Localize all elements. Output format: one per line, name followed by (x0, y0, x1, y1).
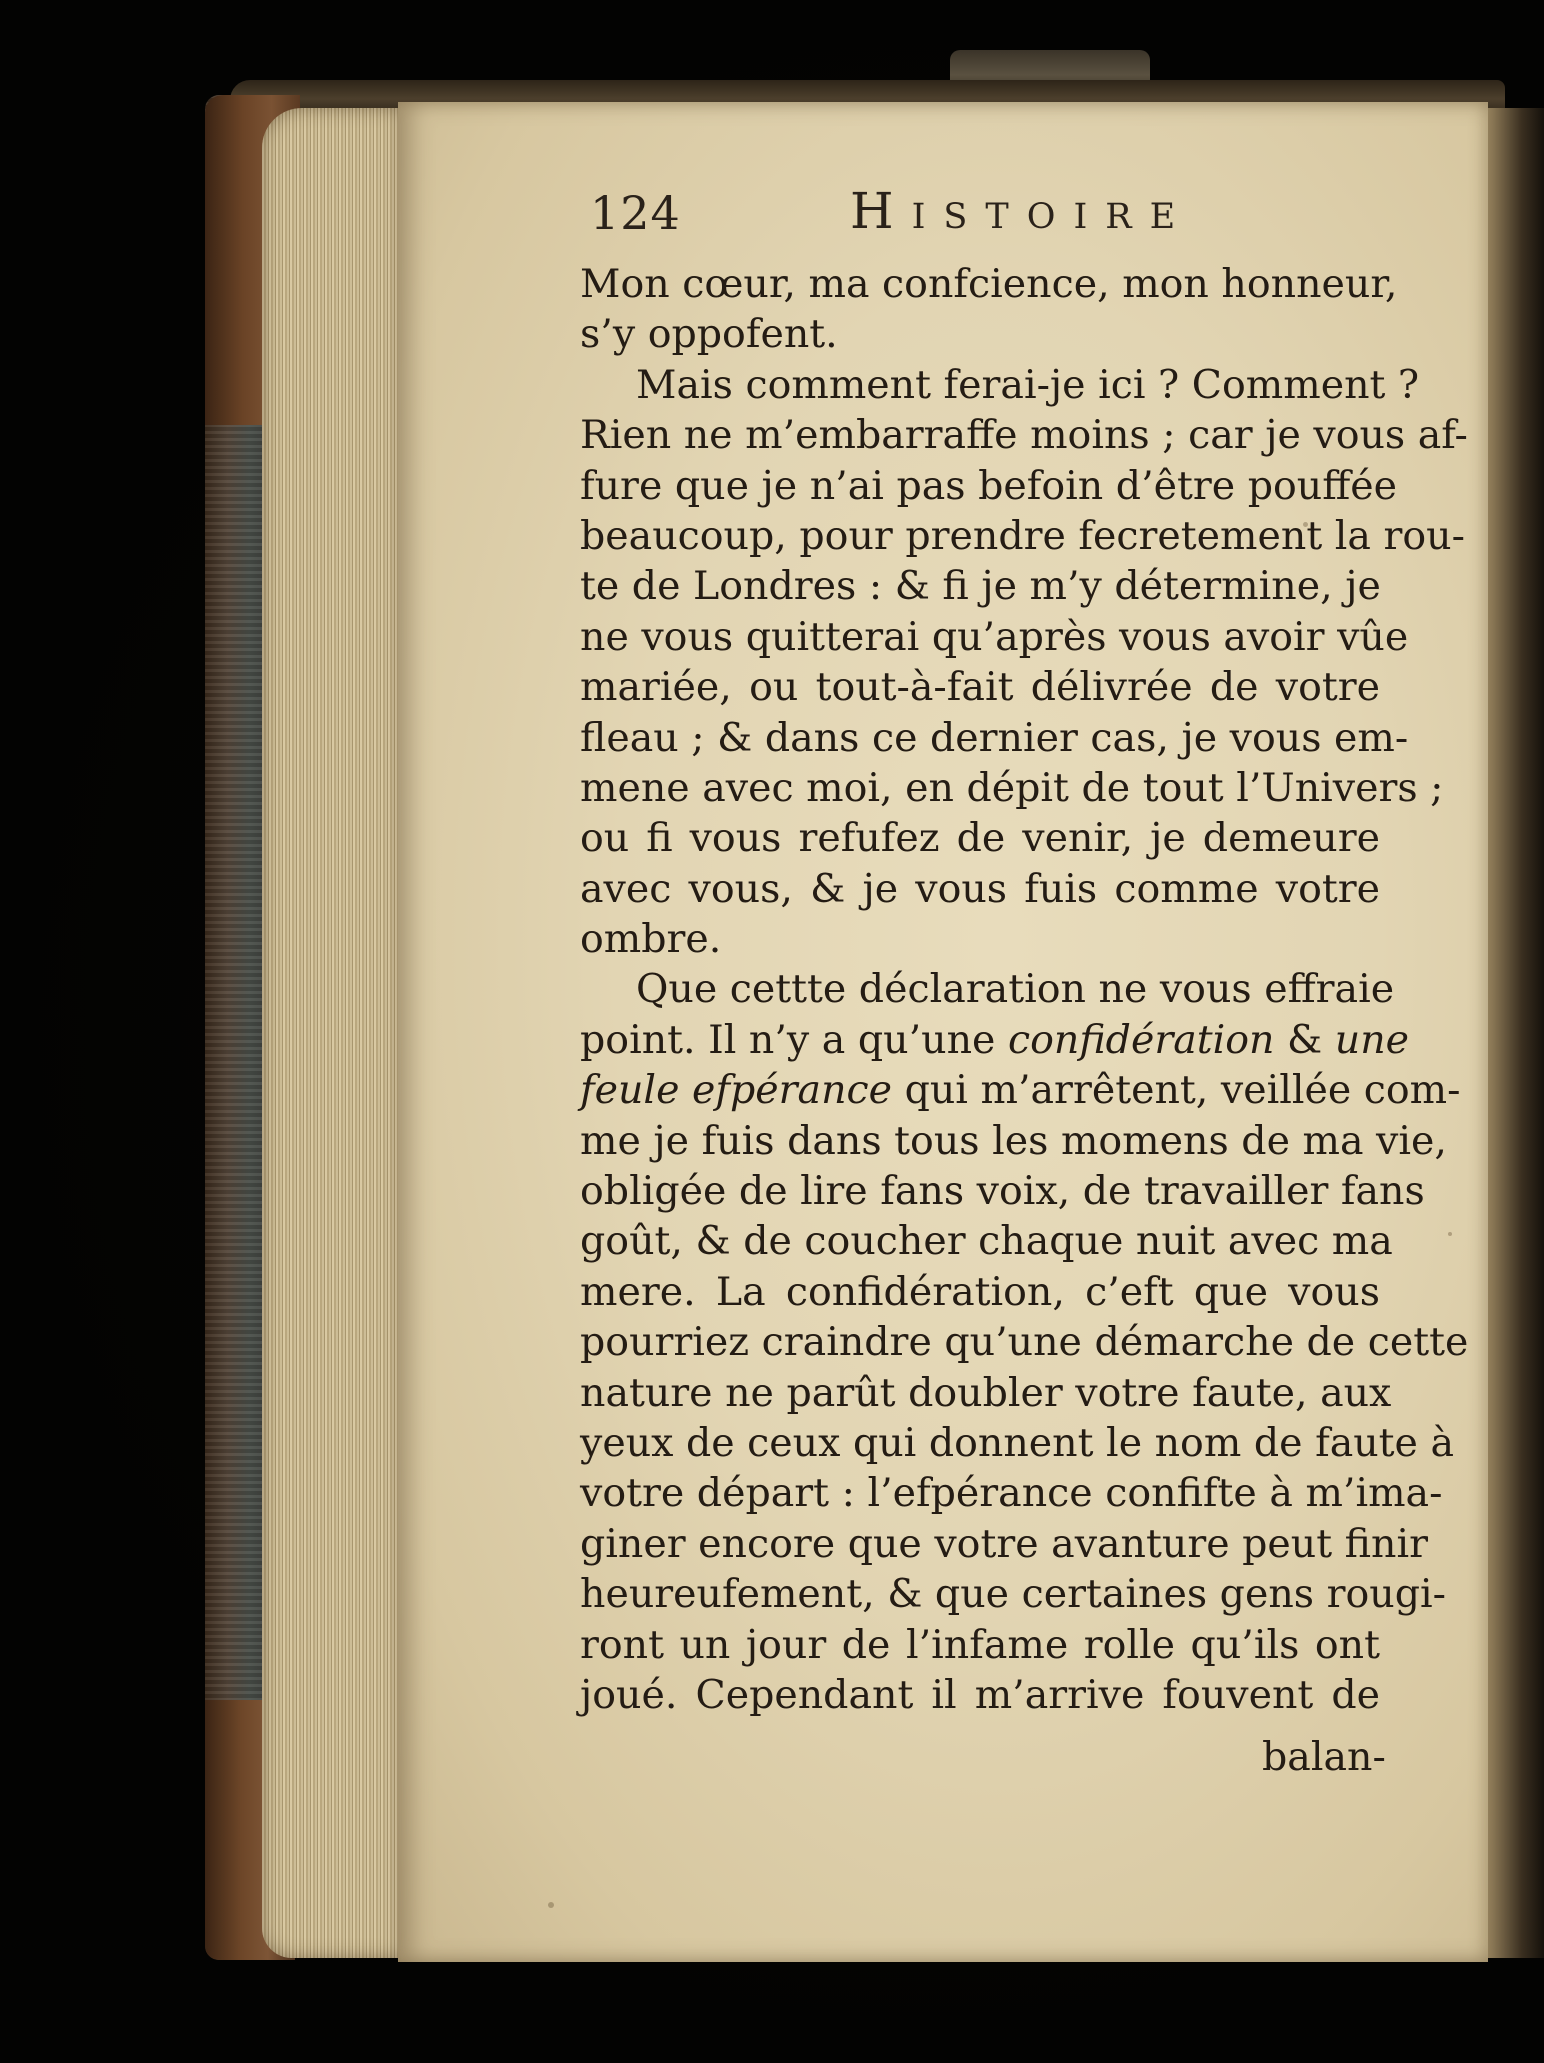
text-segment: Mais comment ferai-je ici ? Comment ? (636, 361, 1420, 408)
text-line (580, 360, 1420, 410)
text-segment: joué. Cependant il m’arrive fouvent de (580, 1671, 1380, 1718)
text-segment: beaucoup, pour prendre fecretement la rou- (580, 512, 1465, 559)
text-segment: Rien ne m’embarraffe moins ; car je vous af- (580, 412, 1468, 459)
body-text (580, 259, 1469, 1720)
paper-speck (548, 1902, 554, 1908)
page-fore-edge-stack (262, 108, 402, 1958)
text-line (580, 410, 1468, 460)
text-line (580, 763, 1444, 813)
text-line (580, 461, 1398, 511)
text-segment: mere. La confidération, c’eft que vous (580, 1268, 1380, 1315)
page-heading: Histoire (850, 182, 1194, 240)
text-segment: mariée, ou tout-à-fait délivrée de votre (580, 664, 1380, 711)
text-line (580, 1267, 1380, 1317)
text-line (580, 1317, 1469, 1367)
text-line (580, 1620, 1380, 1670)
text-segment: nature ne parût doubler votre faute, aux (580, 1369, 1392, 1416)
text-segment: Que cettte déclaration ne vous effraie (636, 966, 1395, 1013)
text-line (580, 1116, 1447, 1166)
text-line (580, 713, 1409, 763)
text-segment: qui m’arrêtent, veillée com- (892, 1067, 1461, 1114)
text-line (580, 1216, 1393, 1266)
text-line (580, 964, 1395, 1014)
text-segment: te de Londres : & fi je m’y détermine, je (580, 563, 1381, 610)
text-line (580, 1015, 1410, 1065)
text-line (580, 1368, 1392, 1418)
text-line (580, 1670, 1380, 1720)
running-head (590, 182, 1310, 246)
text-segment: heureufement, & que certaines gens rougi- (580, 1571, 1446, 1618)
text-segment: ne vous quitterai qu’après vous avoir vûe (580, 613, 1409, 660)
text-segment: mene avec moi, en dépit de tout l’Univers ; (580, 764, 1444, 811)
text-segment: & (1274, 1016, 1335, 1063)
text-segment: giner encore que votre avanture peut finir (580, 1520, 1428, 1567)
text-segment: pourriez craindre qu’une démarche de cette (580, 1319, 1469, 1366)
text-segment: ou fi vous refufez de venir, je demeure (580, 815, 1380, 862)
text-line (580, 309, 1380, 359)
text-line (580, 864, 1380, 914)
text-segment: yeux de ceux qui donnent le nom de faute à (580, 1419, 1455, 1466)
text-line (580, 561, 1380, 611)
text-segment: fure que je n’ai pas befoin d’être pouffée (580, 462, 1398, 509)
text-line (580, 813, 1380, 863)
text-segment: goût, & de coucher chaque nuit avec ma (580, 1218, 1393, 1265)
text-segment: obligée de lire fans voix, de travailler fans (580, 1168, 1425, 1215)
text-segment: confidération (1007, 1016, 1275, 1063)
text-segment: s’y oppofent. (580, 311, 838, 358)
text-line (580, 1468, 1443, 1518)
text-line (580, 259, 1398, 309)
text-segment: avec vous, & je vous fuis comme votre (580, 865, 1380, 912)
text-line (580, 1166, 1425, 1216)
text-line (580, 1519, 1428, 1569)
text-line (580, 511, 1465, 561)
text-line (580, 914, 1380, 964)
text-segment: point. Il n’y a qu’une (580, 1016, 1008, 1063)
text-segment: me je fuis dans tous les momens de ma vie, (580, 1117, 1447, 1164)
page-number: 124 (590, 186, 681, 240)
catchword: balan- (1262, 1734, 1386, 1780)
text-line (580, 1065, 1461, 1115)
text-line (580, 612, 1409, 662)
text-segment: Mon cœur, ma confcience, mon honneur, (580, 261, 1398, 307)
text-segment: votre départ : l’efpérance confifte à m’ima- (580, 1470, 1443, 1517)
text-segment: ront un jour de l’infame rolle qu’ils ont (580, 1621, 1380, 1668)
text-line (580, 662, 1380, 712)
text-segment: une (1334, 1016, 1410, 1063)
text-line (580, 1418, 1455, 1468)
text-segment: ombre. (580, 916, 722, 963)
text-line (580, 1569, 1446, 1619)
text-segment: fleau ; & dans ce dernier cas, je vous em- (580, 714, 1409, 761)
text-segment: feule efpérance (580, 1067, 893, 1114)
paper-speck (1448, 1232, 1452, 1236)
